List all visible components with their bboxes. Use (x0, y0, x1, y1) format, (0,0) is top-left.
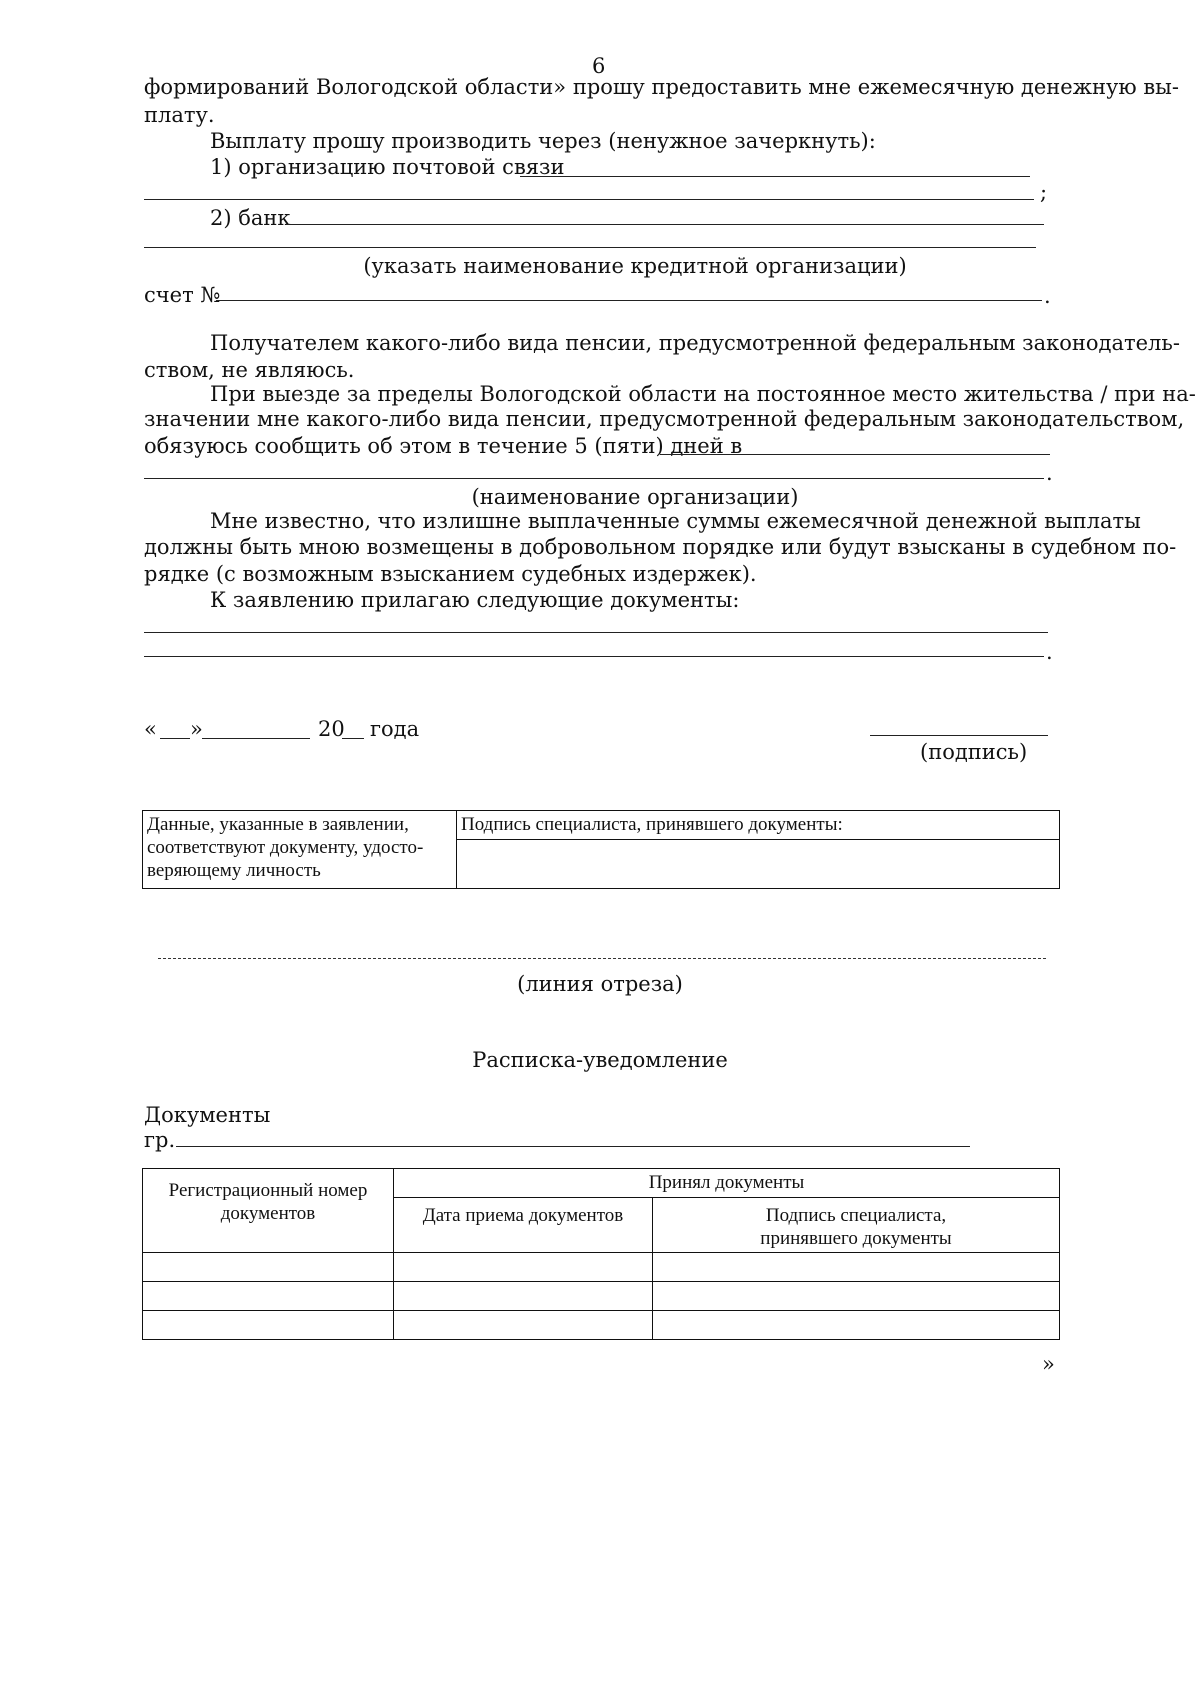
date-open-quote: « (144, 717, 157, 741)
citizen-field[interactable] (176, 1146, 970, 1147)
cell-specialist-signature[interactable] (653, 1311, 1060, 1340)
awareness-line-1: Мне известно, что излишне выплаченные суммы ежемесячной денежной выплаты (210, 509, 1141, 533)
account-field[interactable] (216, 300, 1042, 301)
verification-line-1: Данные, указанные в заявлении, (147, 814, 409, 835)
bank-label: 2) банк (210, 206, 291, 230)
cell-registration-number[interactable] (143, 1311, 394, 1340)
awareness-line-2: должны быть мною возмещены в добровольном порядке или будут взысканы в судебном по- (144, 535, 1177, 559)
intro-line-2: плату. (144, 103, 215, 127)
cut-line (158, 958, 1046, 959)
header-registration-line-2: документов (220, 1203, 316, 1224)
organization-field-line-2[interactable] (144, 478, 1044, 479)
organization-field[interactable] (660, 454, 1050, 455)
header-registration-line-1: Регистрационный номер (168, 1180, 368, 1201)
attachments-end-mark: . (1046, 640, 1053, 664)
awareness-line-3: рядке (с возможным взысканием судебных издержек). (144, 562, 757, 586)
table-row (143, 1282, 1060, 1311)
cell-specialist-signature[interactable] (653, 1282, 1060, 1311)
organization-end-mark: . (1046, 461, 1053, 485)
documents-label: Документы (144, 1103, 271, 1127)
verification-line-2: соответствуют документу, удосто- (147, 837, 424, 858)
date-month-field[interactable] (202, 738, 310, 739)
post-office-field-line-2[interactable] (144, 199, 1034, 200)
header-registration-number (143, 1169, 394, 1253)
organization-caption: (наименование организации) (471, 485, 799, 509)
table-row (143, 1311, 1060, 1340)
bank-field[interactable] (286, 224, 1044, 225)
specialist-signature-header: Подпись специалиста, принявшего документы: (457, 811, 1060, 840)
date-year-prefix: 20 (318, 717, 345, 741)
attachments-field-2[interactable] (144, 656, 1044, 657)
page-number: 6 (592, 54, 606, 78)
pension-line-1: Получателем какого-либо вида пенсии, предусмотренной федеральным законодатель- (210, 331, 1180, 355)
cell-registration-number[interactable] (143, 1253, 394, 1282)
specialist-signature-cell[interactable] (457, 840, 1060, 889)
account-label: счет № (144, 283, 221, 307)
date-year-field[interactable] (342, 738, 364, 739)
receipt-title: Расписка-уведомление (472, 1048, 728, 1072)
header-signature-line-1: Подпись специалиста, (765, 1205, 947, 1226)
header-signature-line-2: принявшего документы (760, 1228, 952, 1249)
pension-line-2: ством, не являюсь. (144, 358, 355, 382)
cell-acceptance-date[interactable] (394, 1282, 653, 1311)
header-acceptance-date: Дата приема документов (394, 1198, 653, 1253)
table-row (143, 1253, 1060, 1282)
date-day-field[interactable] (160, 738, 190, 739)
post-office-label: 1) организацию почтовой связи (210, 155, 565, 179)
obligation-line-3: обязуюсь сообщить об этом в течение 5 (пяти) дней в (144, 434, 743, 458)
intro-line-1: формирований Вологодской области» прошу предоставить мне ежемесячную денежную вы- (144, 75, 1179, 99)
account-end-mark: . (1044, 284, 1051, 308)
date-year-suffix: года (370, 717, 420, 741)
post-office-end-mark: ; (1040, 180, 1048, 204)
verification-statement-cell (143, 811, 457, 889)
date-close-quote: » (190, 717, 203, 741)
receipt-table (142, 1168, 1060, 1340)
signature-field[interactable] (870, 735, 1048, 736)
bank-caption: (указать наименование кредитной организации) (363, 254, 907, 278)
header-accepted-documents: Принял документы (394, 1169, 1060, 1198)
post-office-field[interactable] (520, 176, 1030, 177)
cell-acceptance-date[interactable] (394, 1311, 653, 1340)
signature-caption: (подпись) (920, 740, 1028, 764)
bank-field-line-2[interactable] (144, 247, 1036, 248)
header-specialist-signature (653, 1198, 1060, 1253)
verification-table (142, 810, 1060, 889)
attachments-label: К заявлению прилагаю следующие документы: (210, 588, 740, 612)
obligation-line-2: значении мне какого-либо вида пенсии, предусмотренной федеральным законодательством, (144, 407, 1185, 431)
attachments-field-1[interactable] (144, 632, 1048, 633)
obligation-line-1: При выезде за пределы Вологодской области на постоянное место жительства / при на- (210, 382, 1196, 406)
verification-line-3: веряющему личность (147, 860, 321, 881)
payment-heading: Выплату прошу производить через (ненужное зачеркнуть): (210, 129, 876, 153)
cell-acceptance-date[interactable] (394, 1253, 653, 1282)
cut-line-caption: (линия отреза) (517, 972, 683, 996)
cell-registration-number[interactable] (143, 1282, 394, 1311)
citizen-label: гр. (144, 1128, 176, 1152)
closing-quote: » (1042, 1352, 1055, 1376)
cell-specialist-signature[interactable] (653, 1253, 1060, 1282)
